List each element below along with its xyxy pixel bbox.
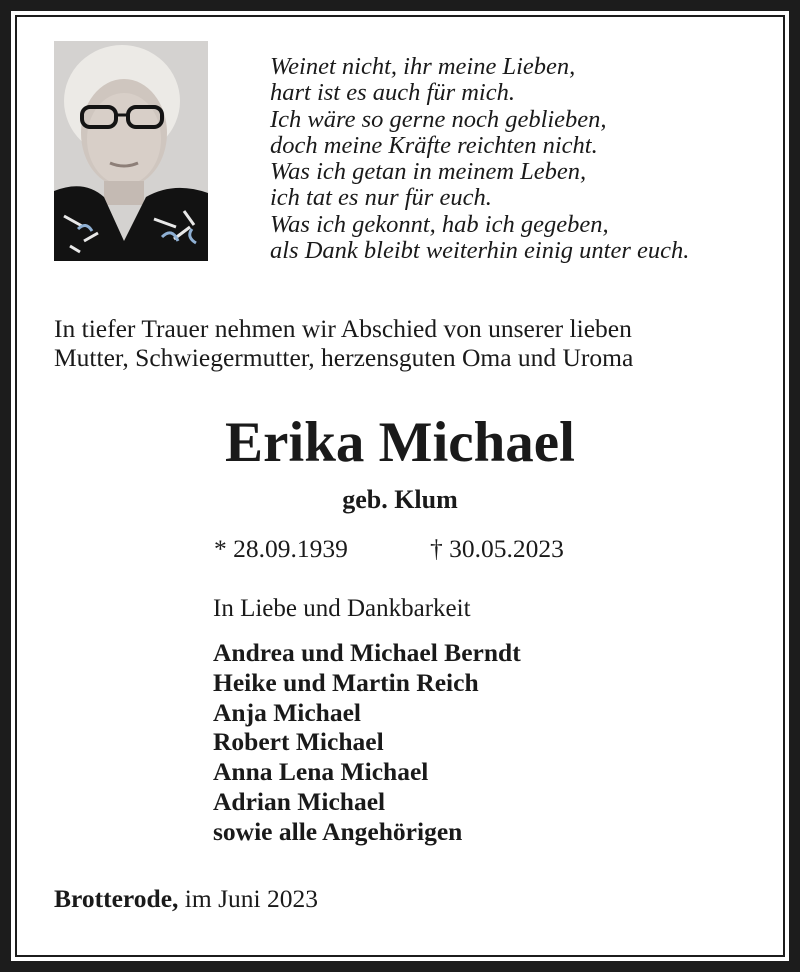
birth-name: geb. Klum	[342, 485, 458, 514]
mourner-item: Anna Lena Michael	[213, 757, 429, 787]
poem-line: hart ist es auch für mich.	[270, 79, 515, 107]
poem-line: ich tat es nur für euch.	[270, 184, 492, 212]
poem-line: doch meine Kräfte reichten nicht.	[270, 131, 598, 159]
poem-line: Weinet nicht, ihr meine Lieben,	[270, 53, 576, 80]
mourner-item: Anja Michael	[213, 697, 362, 727]
mourner-item: sowie alle Angehörigen	[213, 816, 463, 846]
mourners-list	[213, 638, 521, 847]
deceased-name: Erika Michael	[225, 411, 575, 474]
mourner-item: Robert Michael	[213, 727, 384, 757]
poem-line: als Dank bleibt weiterhin einig unter euch.	[270, 237, 690, 265]
footer-place: Brotterode,	[54, 884, 179, 913]
footer	[54, 884, 318, 914]
portrait-photo	[54, 41, 208, 261]
intro-line: Mutter, Schwiegermutter, herzensguten Oma und Uroma	[54, 343, 634, 372]
footer-date: im Juni 2023	[184, 884, 318, 913]
poem	[270, 54, 689, 264]
intro-line: In tiefer Trauer nehmen wir Abschied von unserer lieben	[54, 314, 632, 343]
portrait-image	[54, 41, 208, 261]
poem-line: Was ich gekonnt, hab ich gegeben,	[270, 210, 609, 238]
love-line: In Liebe und Dankbarkeit	[213, 595, 471, 622]
birth-date: * 28.09.1939	[214, 534, 348, 563]
intro-text	[54, 314, 633, 372]
mourner-item: Andrea und Michael Berndt	[213, 638, 521, 667]
poem-line: Ich wäre so gerne noch geblieben,	[270, 105, 607, 133]
poem-line: Was ich getan in meinem Leben,	[270, 158, 587, 186]
death-date: † 30.05.2023	[430, 534, 564, 563]
mourner-item: Adrian Michael	[213, 786, 386, 816]
mourner-item: Heike und Martin Reich	[213, 667, 479, 697]
